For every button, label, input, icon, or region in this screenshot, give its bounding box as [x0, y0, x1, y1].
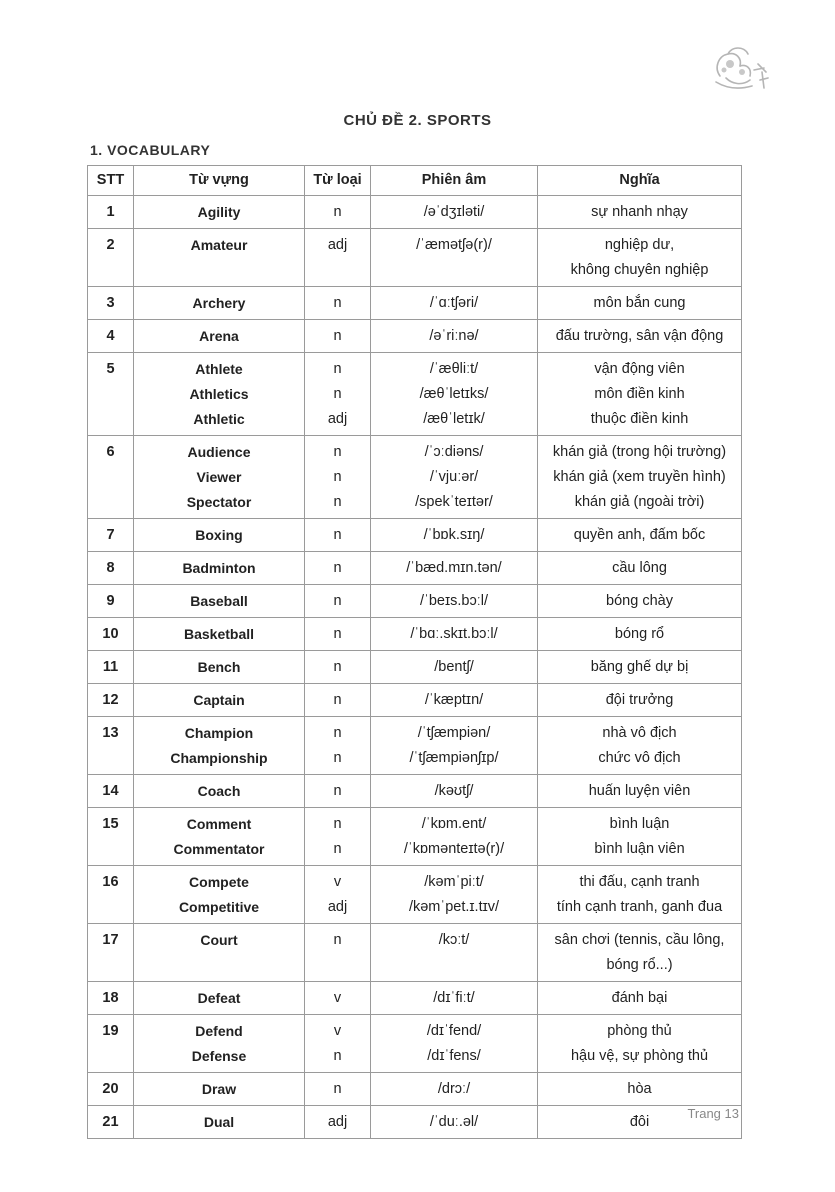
meaning: khán giả (trong hội trường): [552, 444, 727, 460]
word-type-cell: [305, 229, 371, 287]
word-type-cell: [305, 519, 371, 552]
meaning: thi đấu, cạnh tranh: [579, 874, 700, 890]
word-type: n: [333, 444, 342, 460]
phonetic: /dɪˈfens/: [427, 1048, 481, 1064]
word-type-cell: [305, 684, 371, 717]
vocab-word-cell: [134, 717, 305, 775]
word-type: adj: [327, 1114, 348, 1130]
word-type-cell: [305, 552, 371, 585]
meaning: vận động viên: [594, 361, 685, 377]
phonetic-cell: [371, 651, 538, 684]
vocab-word: Badminton: [182, 560, 256, 576]
phonetic: /drɔː/: [437, 1081, 471, 1097]
meaning: đội trưởng: [605, 692, 674, 708]
vocab-word: Compete: [189, 874, 249, 890]
row-number-cell: 11: [88, 651, 134, 684]
meaning: sự nhanh nhạy: [591, 204, 688, 220]
table-row: [88, 1106, 742, 1139]
vocab-word-cell: [134, 808, 305, 866]
vocab-word-cell: [134, 684, 305, 717]
meaning: bóng rổ: [614, 626, 665, 642]
vocab-word: Archery: [192, 295, 246, 311]
word-type-cell: [305, 651, 371, 684]
vocab-word: Bench: [197, 659, 241, 675]
vocab-word: Captain: [193, 692, 245, 708]
word-type-cell: [305, 320, 371, 353]
phonetic: /əˈriːnə/: [429, 328, 479, 344]
vocabulary-table: [87, 165, 742, 1139]
phonetic: /ˈæmətʃə(r)/: [416, 237, 492, 253]
meaning: bình luận viên: [594, 841, 685, 857]
word-type: n: [333, 841, 342, 857]
word-type: n: [333, 328, 342, 344]
table-row: [88, 320, 742, 353]
header-ipa: Phiên âm: [371, 166, 538, 196]
vocab-word: Champion: [184, 725, 254, 741]
meaning: môn bắn cung: [593, 295, 686, 311]
vocab-word: Arena: [199, 328, 239, 344]
meaning-cell: [538, 982, 742, 1015]
word-type: adj: [327, 411, 348, 427]
vocab-word: Baseball: [190, 593, 248, 609]
header-word: Từ vựng: [134, 166, 305, 196]
word-type: n: [333, 361, 342, 377]
row-number-cell: 14: [88, 775, 134, 808]
word-type: n: [333, 494, 342, 510]
phonetic: /bentʃ/: [434, 659, 474, 675]
phonetic: /æθˈletɪks/: [419, 386, 489, 402]
word-type-cell: [305, 924, 371, 982]
phonetic-cell: [371, 866, 538, 924]
word-type: n: [333, 1048, 342, 1064]
phonetic-cell: [371, 808, 538, 866]
table-row: [88, 775, 742, 808]
meaning: chức vô địch: [598, 750, 681, 766]
phonetic-cell: [371, 775, 538, 808]
vocab-word: Defense: [191, 1048, 247, 1064]
phonetic: /ˈæθliːt/: [429, 361, 479, 377]
row-number-cell: 18: [88, 982, 134, 1015]
word-type-cell: [305, 287, 371, 320]
phonetic-cell: [371, 552, 538, 585]
vocab-word-cell: [134, 519, 305, 552]
table-row: [88, 717, 742, 775]
word-type-cell: [305, 1106, 371, 1139]
phonetic: /ˈbɒk.sɪŋ/: [423, 527, 485, 543]
meaning: quyền anh, đấm bốc: [573, 527, 706, 543]
vocab-word-cell: [134, 196, 305, 229]
meaning-cell: [538, 775, 742, 808]
phonetic-cell: [371, 717, 538, 775]
word-type: adj: [327, 237, 348, 253]
meaning: hậu vệ, sự phòng thủ: [570, 1048, 709, 1064]
vocab-word-cell: [134, 320, 305, 353]
table-row: [88, 866, 742, 924]
table-row: [88, 651, 742, 684]
vocab-word: Defeat: [197, 990, 241, 1006]
vocab-word: Audience: [187, 444, 251, 460]
meaning: nhà vô địch: [602, 725, 677, 741]
word-type: n: [333, 659, 342, 675]
word-type: n: [333, 295, 342, 311]
word-type-cell: [305, 808, 371, 866]
meaning: khán giả (ngoài trời): [574, 494, 705, 510]
row-number-cell: 13: [88, 717, 134, 775]
phonetic-cell: [371, 196, 538, 229]
vocab-word-cell: [134, 436, 305, 519]
vocab-word: Court: [200, 932, 238, 948]
meaning: bóng chày: [606, 593, 673, 609]
table-header-row: [88, 166, 742, 196]
table-row: [88, 287, 742, 320]
phonetic: /æθˈletɪk/: [423, 411, 485, 427]
phonetic-cell: [371, 320, 538, 353]
word-type-cell: [305, 717, 371, 775]
meaning-cell: [538, 196, 742, 229]
table-row: [88, 684, 742, 717]
word-type: n: [333, 469, 342, 485]
phonetic: /ˈduː.əl/: [429, 1114, 479, 1130]
vocab-word: Spectator: [186, 494, 252, 510]
row-number-cell: 5: [88, 353, 134, 436]
word-type-cell: [305, 618, 371, 651]
vocab-word: Dual: [203, 1114, 235, 1130]
meaning-cell: [538, 924, 742, 982]
word-type: v: [333, 874, 342, 890]
meaning-cell: [538, 684, 742, 717]
meaning: bóng rổ...): [606, 957, 673, 973]
vocab-word: Amateur: [190, 237, 248, 253]
meaning-cell: [538, 519, 742, 552]
vocab-word-cell: [134, 1073, 305, 1106]
row-number-cell: 1: [88, 196, 134, 229]
meaning: nghiệp dư,: [604, 237, 675, 253]
row-number-cell: 21: [88, 1106, 134, 1139]
vocab-word-cell: [134, 1015, 305, 1073]
vocab-word-cell: [134, 229, 305, 287]
table-row: [88, 1015, 742, 1073]
meaning-cell: [538, 229, 742, 287]
word-type: n: [333, 560, 342, 576]
word-type: n: [333, 204, 342, 220]
phonetic-cell: [371, 353, 538, 436]
phonetic: /dɪˈfiːt/: [433, 990, 475, 1006]
meaning-cell: [538, 585, 742, 618]
vocab-word: Comment: [186, 816, 252, 832]
word-type-cell: [305, 1073, 371, 1106]
phonetic-cell: [371, 924, 538, 982]
row-number-cell: 9: [88, 585, 134, 618]
word-type: v: [333, 990, 342, 1006]
vocab-word: Boxing: [195, 527, 243, 543]
page-number: Trang 13: [687, 1106, 739, 1121]
phonetic: /əˈdʒɪləti/: [423, 204, 485, 220]
vocab-word-cell: [134, 353, 305, 436]
word-type: v: [333, 1023, 342, 1039]
vocab-word-cell: [134, 1106, 305, 1139]
meaning-cell: [538, 287, 742, 320]
table-row: [88, 229, 742, 287]
meaning: đánh bại: [611, 990, 668, 1006]
vocab-word: Athletic: [193, 411, 245, 427]
table-row: [88, 196, 742, 229]
word-type: n: [333, 527, 342, 543]
phonetic: /kəmˈpet.ɪ.tɪv/: [408, 899, 500, 915]
word-type: n: [333, 593, 342, 609]
row-number-cell: 19: [88, 1015, 134, 1073]
word-type: n: [333, 932, 342, 948]
meaning-cell: [538, 1015, 742, 1073]
vocab-word: Viewer: [196, 469, 242, 485]
meaning-cell: [538, 552, 742, 585]
phonetic: /ˈbæd.mɪn.tən/: [406, 560, 502, 576]
meaning: khán giả (xem truyền hình): [553, 469, 726, 485]
phonetic: /ˈvjuːər/: [429, 469, 479, 485]
phonetic: /kɔːt/: [438, 932, 470, 948]
phonetic: /ˈtʃæmpiən/: [417, 725, 491, 741]
phonetic: /kəʊtʃ/: [434, 783, 474, 799]
table-row: [88, 808, 742, 866]
vocab-word-cell: [134, 552, 305, 585]
table-row: [88, 924, 742, 982]
vocab-word-cell: [134, 585, 305, 618]
row-number-cell: 2: [88, 229, 134, 287]
meaning: môn điền kinh: [594, 386, 685, 402]
word-type: n: [333, 386, 342, 402]
meaning: bình luận: [609, 816, 670, 832]
phonetic: /ˈkæptɪn/: [424, 692, 484, 708]
meaning: không chuyên nghiệp: [570, 262, 709, 278]
phonetic-cell: [371, 229, 538, 287]
word-type-cell: [305, 982, 371, 1015]
phonetic: /dɪˈfend/: [426, 1023, 482, 1039]
vocab-word: Commentator: [173, 841, 265, 857]
vocab-word: Draw: [201, 1081, 237, 1097]
meaning: đấu trường, sân vận động: [555, 328, 724, 344]
phonetic: /ˈkɒmənteɪtə(r)/: [403, 841, 505, 857]
phonetic-cell: [371, 585, 538, 618]
word-type: n: [333, 750, 342, 766]
phonetic: /ˈɔːdiəns/: [424, 444, 484, 460]
phonetic-cell: [371, 436, 538, 519]
table-row: [88, 552, 742, 585]
vocab-word-cell: [134, 287, 305, 320]
phonetic-cell: [371, 1015, 538, 1073]
phonetic-cell: [371, 1106, 538, 1139]
meaning: hòa: [627, 1081, 652, 1097]
row-number-cell: 10: [88, 618, 134, 651]
word-type-cell: [305, 196, 371, 229]
row-number-cell: 7: [88, 519, 134, 552]
phonetic-cell: [371, 1073, 538, 1106]
meaning: huấn luyện viên: [588, 783, 691, 799]
meaning-cell: [538, 651, 742, 684]
meaning-cell: [538, 618, 742, 651]
meaning: đôi: [629, 1114, 650, 1130]
word-type: n: [333, 692, 342, 708]
meaning: sân chơi (tennis, cầu lông,: [554, 932, 725, 948]
phonetic: /ˈbeɪs.bɔːl/: [419, 593, 489, 609]
meaning-cell: [538, 717, 742, 775]
meaning-cell: [538, 866, 742, 924]
table-row: [88, 618, 742, 651]
table-row: [88, 585, 742, 618]
vocab-word: Coach: [197, 783, 241, 799]
meaning-cell: [538, 353, 742, 436]
word-type: n: [333, 626, 342, 642]
sports-logo-icon: [706, 42, 770, 94]
meaning: tính cạnh tranh, ganh đua: [556, 899, 723, 915]
phonetic: /kəmˈpiːt/: [424, 874, 484, 890]
word-type-cell: [305, 585, 371, 618]
vocab-word: Basketball: [183, 626, 255, 642]
vocab-word: Athlete: [195, 361, 243, 377]
word-type: adj: [327, 899, 348, 915]
row-number-cell: 15: [88, 808, 134, 866]
row-number-cell: 3: [88, 287, 134, 320]
row-number-cell: 17: [88, 924, 134, 982]
word-type: n: [333, 725, 342, 741]
meaning-cell: [538, 436, 742, 519]
row-number-cell: 6: [88, 436, 134, 519]
section-title: 1. VOCABULARY: [90, 142, 211, 158]
phonetic: /ˈbɑː.skɪt.bɔːl/: [410, 626, 498, 642]
chapter-title: CHỦ ĐỀ 2. SPORTS: [343, 112, 492, 129]
word-type: n: [333, 783, 342, 799]
vocabulary-table-body: [88, 196, 742, 1139]
table-row: [88, 436, 742, 519]
vocab-word-cell: [134, 618, 305, 651]
vocab-word-cell: [134, 866, 305, 924]
vocab-word: Agility: [197, 204, 241, 220]
table-row: [88, 982, 742, 1015]
word-type-cell: [305, 1015, 371, 1073]
meaning: băng ghế dự bị: [590, 659, 689, 675]
word-type-cell: [305, 436, 371, 519]
meaning-cell: [538, 1073, 742, 1106]
word-type-cell: [305, 866, 371, 924]
vocab-word-cell: [134, 982, 305, 1015]
word-type-cell: [305, 775, 371, 808]
phonetic: /ˈkɒm.ent/: [421, 816, 487, 832]
word-type: n: [333, 816, 342, 832]
vocab-word-cell: [134, 924, 305, 982]
phonetic-cell: [371, 982, 538, 1015]
phonetic: /ˈɑːtʃəri/: [429, 295, 479, 311]
vocab-word: Competitive: [178, 899, 260, 915]
word-type: n: [333, 1081, 342, 1097]
header-stt: STT: [88, 166, 134, 196]
meaning-cell: [538, 320, 742, 353]
row-number-cell: 12: [88, 684, 134, 717]
vocab-word: Championship: [170, 750, 268, 766]
phonetic-cell: [371, 519, 538, 552]
phonetic-cell: [371, 618, 538, 651]
header-meaning: Nghĩa: [538, 166, 742, 196]
header-type: Từ loại: [305, 166, 371, 196]
vocab-word: Defend: [195, 1023, 243, 1039]
phonetic-cell: [371, 287, 538, 320]
vocab-word-cell: [134, 651, 305, 684]
vocab-word-cell: [134, 775, 305, 808]
row-number-cell: 8: [88, 552, 134, 585]
meaning: cầu lông: [612, 560, 667, 576]
row-number-cell: 20: [88, 1073, 134, 1106]
row-number-cell: 4: [88, 320, 134, 353]
table-row: [88, 519, 742, 552]
phonetic: /ˈtʃæmpiənʃɪp/: [409, 750, 499, 766]
phonetic-cell: [371, 684, 538, 717]
table-row: [88, 1073, 742, 1106]
table-row: [88, 353, 742, 436]
phonetic: /spekˈteɪtər/: [415, 494, 493, 510]
meaning: thuộc điền kinh: [590, 411, 689, 427]
row-number-cell: 16: [88, 866, 134, 924]
vocab-word: Athletics: [189, 386, 249, 402]
meaning-cell: [538, 808, 742, 866]
word-type-cell: [305, 353, 371, 436]
meaning: phòng thủ: [607, 1023, 672, 1039]
